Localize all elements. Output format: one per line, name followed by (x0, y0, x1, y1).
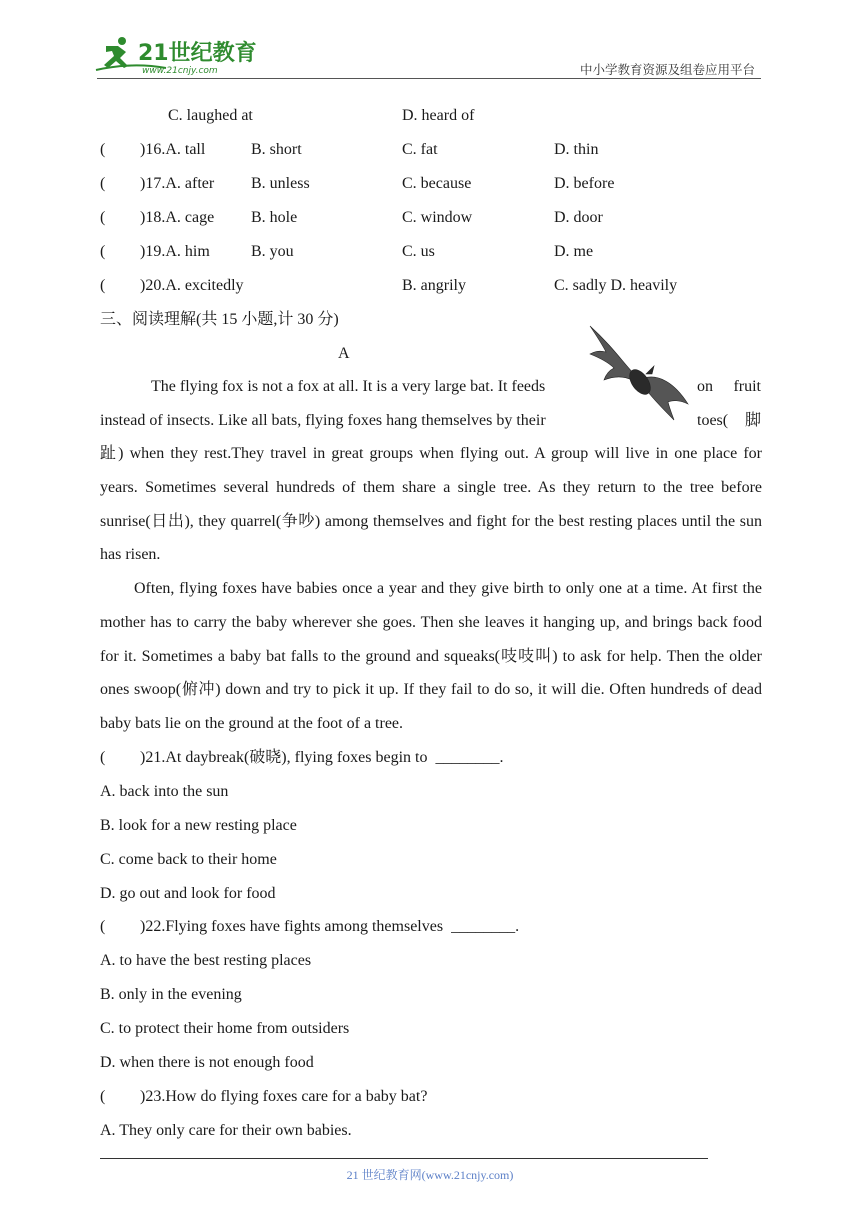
answer-paren[interactable]: ( (100, 141, 106, 158)
logo-url: www.21cnjy.com (142, 66, 218, 76)
choice-d-15: D. heard of (402, 107, 475, 124)
passage-p1-line2: instead of insects. Like all bats, flying foxes hang themselves by their (100, 412, 546, 429)
option-c: C. to protect their home from outsiders (100, 1020, 350, 1037)
option-d: D. me (554, 243, 594, 260)
answer-blank: ________ (451, 918, 516, 935)
option-a: A. back into the sun (100, 783, 229, 800)
question-stem: )16.A. tall (140, 141, 206, 158)
section-title: 三、阅读理解(共 15 小题,计 30 分) (100, 311, 339, 328)
answer-blank: ________ (435, 749, 500, 766)
question-stem: )23.How do flying foxes care for a baby bat? (140, 1088, 428, 1105)
choice-c-15: C. laughed at (168, 107, 253, 124)
option-d: D. go out and look for food (100, 885, 276, 902)
option-c: C. fat (402, 141, 438, 158)
question-stem-text: )22.Flying foxes have fights among themselves (140, 918, 444, 935)
option-b: B. short (251, 141, 302, 158)
option-d: D. before (554, 175, 615, 192)
answer-paren[interactable]: ( (100, 243, 106, 260)
option-d: D. when there is not enough food (100, 1054, 314, 1071)
bat-illustration (584, 318, 696, 422)
passage-p1-rest: 趾) when they rest.They travel in great groups when flying out. A group will live in one place for years. Sometimes several hundreds of them share a single tree. As they return to the tree before sunrise(日出), they quarrel(争吵) among themselves and fight for the best resting places until the sun has risen. (100, 445, 762, 564)
option-b: B. hole (251, 209, 298, 226)
question-stem-text: )21.At daybreak(破晓), flying foxes begin to (140, 749, 428, 766)
option-c: C. window (402, 209, 473, 226)
option-c: C. come back to their home (100, 851, 277, 868)
footer-divider (100, 1158, 708, 1159)
question-end: . (515, 918, 520, 935)
option-c: C. because (402, 175, 472, 192)
passage-label: A (338, 345, 350, 362)
option-b: B. only in the evening (100, 986, 242, 1003)
option-d: D. thin (554, 141, 599, 158)
footer-text[interactable]: 21 世纪教育网(www.21cnjy.com) (346, 1168, 514, 1182)
answer-paren[interactable]: ( (100, 918, 106, 935)
question-stem: )20.A. excitedly (140, 277, 244, 294)
header-platform-text: 中小学教育资源及组卷应用平台 (579, 63, 755, 77)
passage-p1-line2-end: toes( 脚 (697, 412, 761, 429)
option-b: B. angrily (402, 277, 466, 294)
option-b: B. unless (251, 175, 310, 192)
option-b: B. look for a new resting place (100, 817, 297, 834)
question-stem: )17.A. after (140, 175, 215, 192)
option-a: A. to have the best resting places (100, 952, 312, 969)
option-d: D. door (554, 209, 603, 226)
question-stem: )18.A. cage (140, 209, 215, 226)
option-c-d: C. sadly D. heavily (554, 277, 678, 294)
answer-paren[interactable]: ( (100, 209, 106, 226)
answer-paren[interactable]: ( (100, 1088, 106, 1105)
question-end: . (499, 749, 504, 766)
site-logo (92, 32, 262, 78)
answer-paren[interactable]: ( (100, 175, 106, 192)
logo-text: 21世纪教育 (138, 41, 257, 66)
question-stem (140, 748, 504, 768)
question-stem (140, 917, 519, 937)
passage-p1-line1-end: on fruit (697, 378, 761, 395)
passage-p2: Often, flying foxes have babies once a year and they give birth to only one at a time. At first the mother has to carry the baby wherever she goes. Then she leaves it hanging up, and brings back food for it. Sometimes a baby bat falls to the ground and squeaks(吱吱叫) to ask for help. Then the older ones swoop(俯冲) down and try to pick it up. If they fail to do so, it will die. Often hundreds of dead baby bats lie on the ground at the foot of a tree. (100, 580, 762, 733)
header-divider (97, 78, 761, 79)
question-stem: )19.A. him (140, 243, 210, 260)
passage-p1-line1: The flying fox is not a fox at all. It is a very large bat. It feeds (151, 378, 546, 395)
option-c: C. us (402, 243, 435, 260)
option-a: A. They only care for their own babies. (100, 1122, 352, 1139)
option-b: B. you (251, 243, 294, 260)
answer-paren[interactable]: ( (100, 749, 106, 766)
answer-paren[interactable]: ( (100, 277, 106, 294)
